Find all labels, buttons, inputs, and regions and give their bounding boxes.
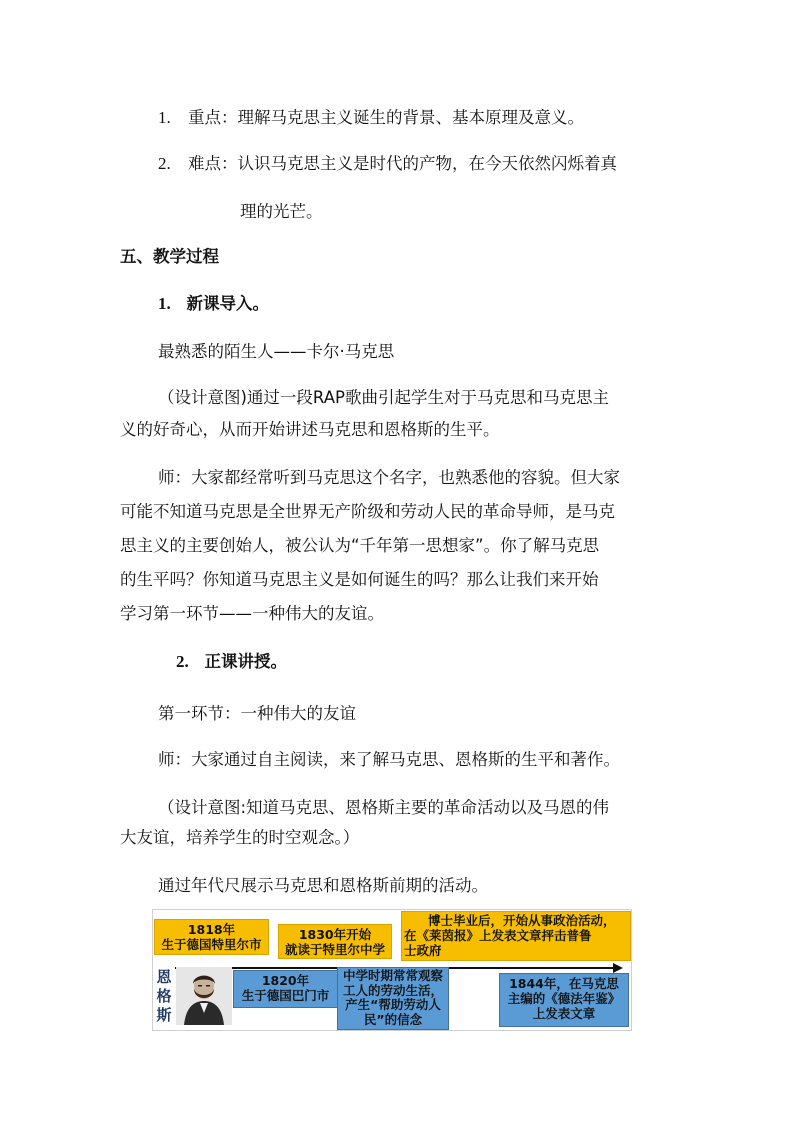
person-label: 恩格斯	[156, 968, 172, 1024]
event-text: 1820年	[261, 973, 310, 988]
event-text: 1844年，在马克思	[509, 976, 619, 991]
teacher-paragraph-line: 师：大家都经常听到马克思这个名字，也熟悉他的容貌。但大家	[158, 468, 620, 487]
list-text: 理解马克思主义诞生的背景、基本原理及意义。	[237, 108, 584, 127]
step-title: 新课导入。	[186, 294, 269, 313]
event-text: 博士毕业后，开始从事政治活动，	[428, 913, 616, 928]
event-text: 工人的劳动生活，	[342, 982, 443, 998]
step-heading-1	[158, 292, 269, 316]
event-text: 生于德国特里尔市	[161, 937, 262, 952]
step-title: 正课讲授。	[204, 652, 287, 671]
list-item-key-point	[158, 106, 584, 130]
list-label: 难点：	[188, 154, 238, 173]
timeline-event-top	[278, 924, 392, 959]
event-text: 士政府	[404, 943, 442, 958]
step-heading-2	[176, 650, 287, 674]
timeline-event-bottom	[499, 973, 629, 1027]
timeline-event-bottom	[233, 970, 338, 1008]
portrait-icon	[176, 967, 232, 1025]
event-text: 就读于特里尔中学	[284, 942, 385, 957]
event-text: 1818年	[187, 922, 236, 937]
timeline-event-top	[401, 911, 631, 961]
event-text: 上发表文章	[532, 1006, 596, 1021]
list-item-difficult-point	[158, 152, 617, 176]
section-heading: 五、教学过程	[120, 247, 219, 266]
list-text-continuation: 理的光芒。	[240, 202, 323, 221]
step-number: 2.	[176, 652, 189, 671]
event-text: 主编的《德法年鉴》	[507, 991, 621, 1006]
timeline-figure	[152, 909, 632, 1031]
teacher-paragraph-line: 的生平吗？你知道马克思主义是如何诞生的吗？那么让我们来开始	[120, 570, 599, 589]
step-number: 1.	[158, 294, 171, 313]
event-text: 产生“帮助劳动人	[345, 997, 441, 1012]
subtitle: 最熟悉的陌生人——卡尔·马克思	[158, 342, 395, 361]
list-number: 2.	[158, 154, 171, 173]
teacher-paragraph-line: 思主义的主要创始人，被公认为“千年第一思想家”。你了解马克思	[120, 536, 600, 555]
event-text: 在《莱茵报》上发表文章抨击普鲁	[404, 928, 592, 943]
timeline-arrow-icon	[613, 963, 623, 973]
design-intent-line: 大友谊，培养学生的时空观念。）	[120, 828, 360, 847]
list-number: 1.	[158, 108, 171, 127]
event-text: 1830年开始	[298, 927, 372, 942]
list-label: 重点：	[188, 108, 238, 127]
list-text: 认识马克思主义是时代的产物，在今天依然闪烁着真	[237, 154, 617, 173]
event-text: 中学时期常常观察	[342, 968, 443, 983]
teacher-paragraph-line: 可能不知道马克思是全世界无产阶级和劳动人民的革命导师，是马克	[120, 502, 615, 521]
event-text: 生于德国巴门市	[241, 988, 330, 1003]
timeline-event-top	[154, 919, 269, 955]
design-intent-line: （设计意图)通过一段RAP歌曲引起学生对于马克思和马克思主	[158, 388, 609, 407]
timeline-intro: 通过年代尺展示马克思和恩格斯前期的活动。	[158, 876, 488, 895]
timeline-event-bottom	[337, 967, 449, 1030]
engels-portrait	[176, 967, 232, 1025]
design-intent-line: （设计意图:知道马克思、恩格斯主要的革命活动以及马恩的伟	[158, 798, 610, 817]
teacher-paragraph-line: 学习第一环节——一种伟大的友谊。	[120, 604, 384, 623]
segment-title: 第一环节：一种伟大的友谊	[158, 704, 356, 723]
event-text: 民”的信念	[363, 1011, 423, 1027]
teacher-paragraph-line: 师：大家通过自主阅读，来了解马克思、恩格斯的生平和著作。	[158, 750, 620, 769]
design-intent-line: 义的好奇心，从而开始讲述马克思和恩格斯的生平。	[120, 420, 500, 439]
